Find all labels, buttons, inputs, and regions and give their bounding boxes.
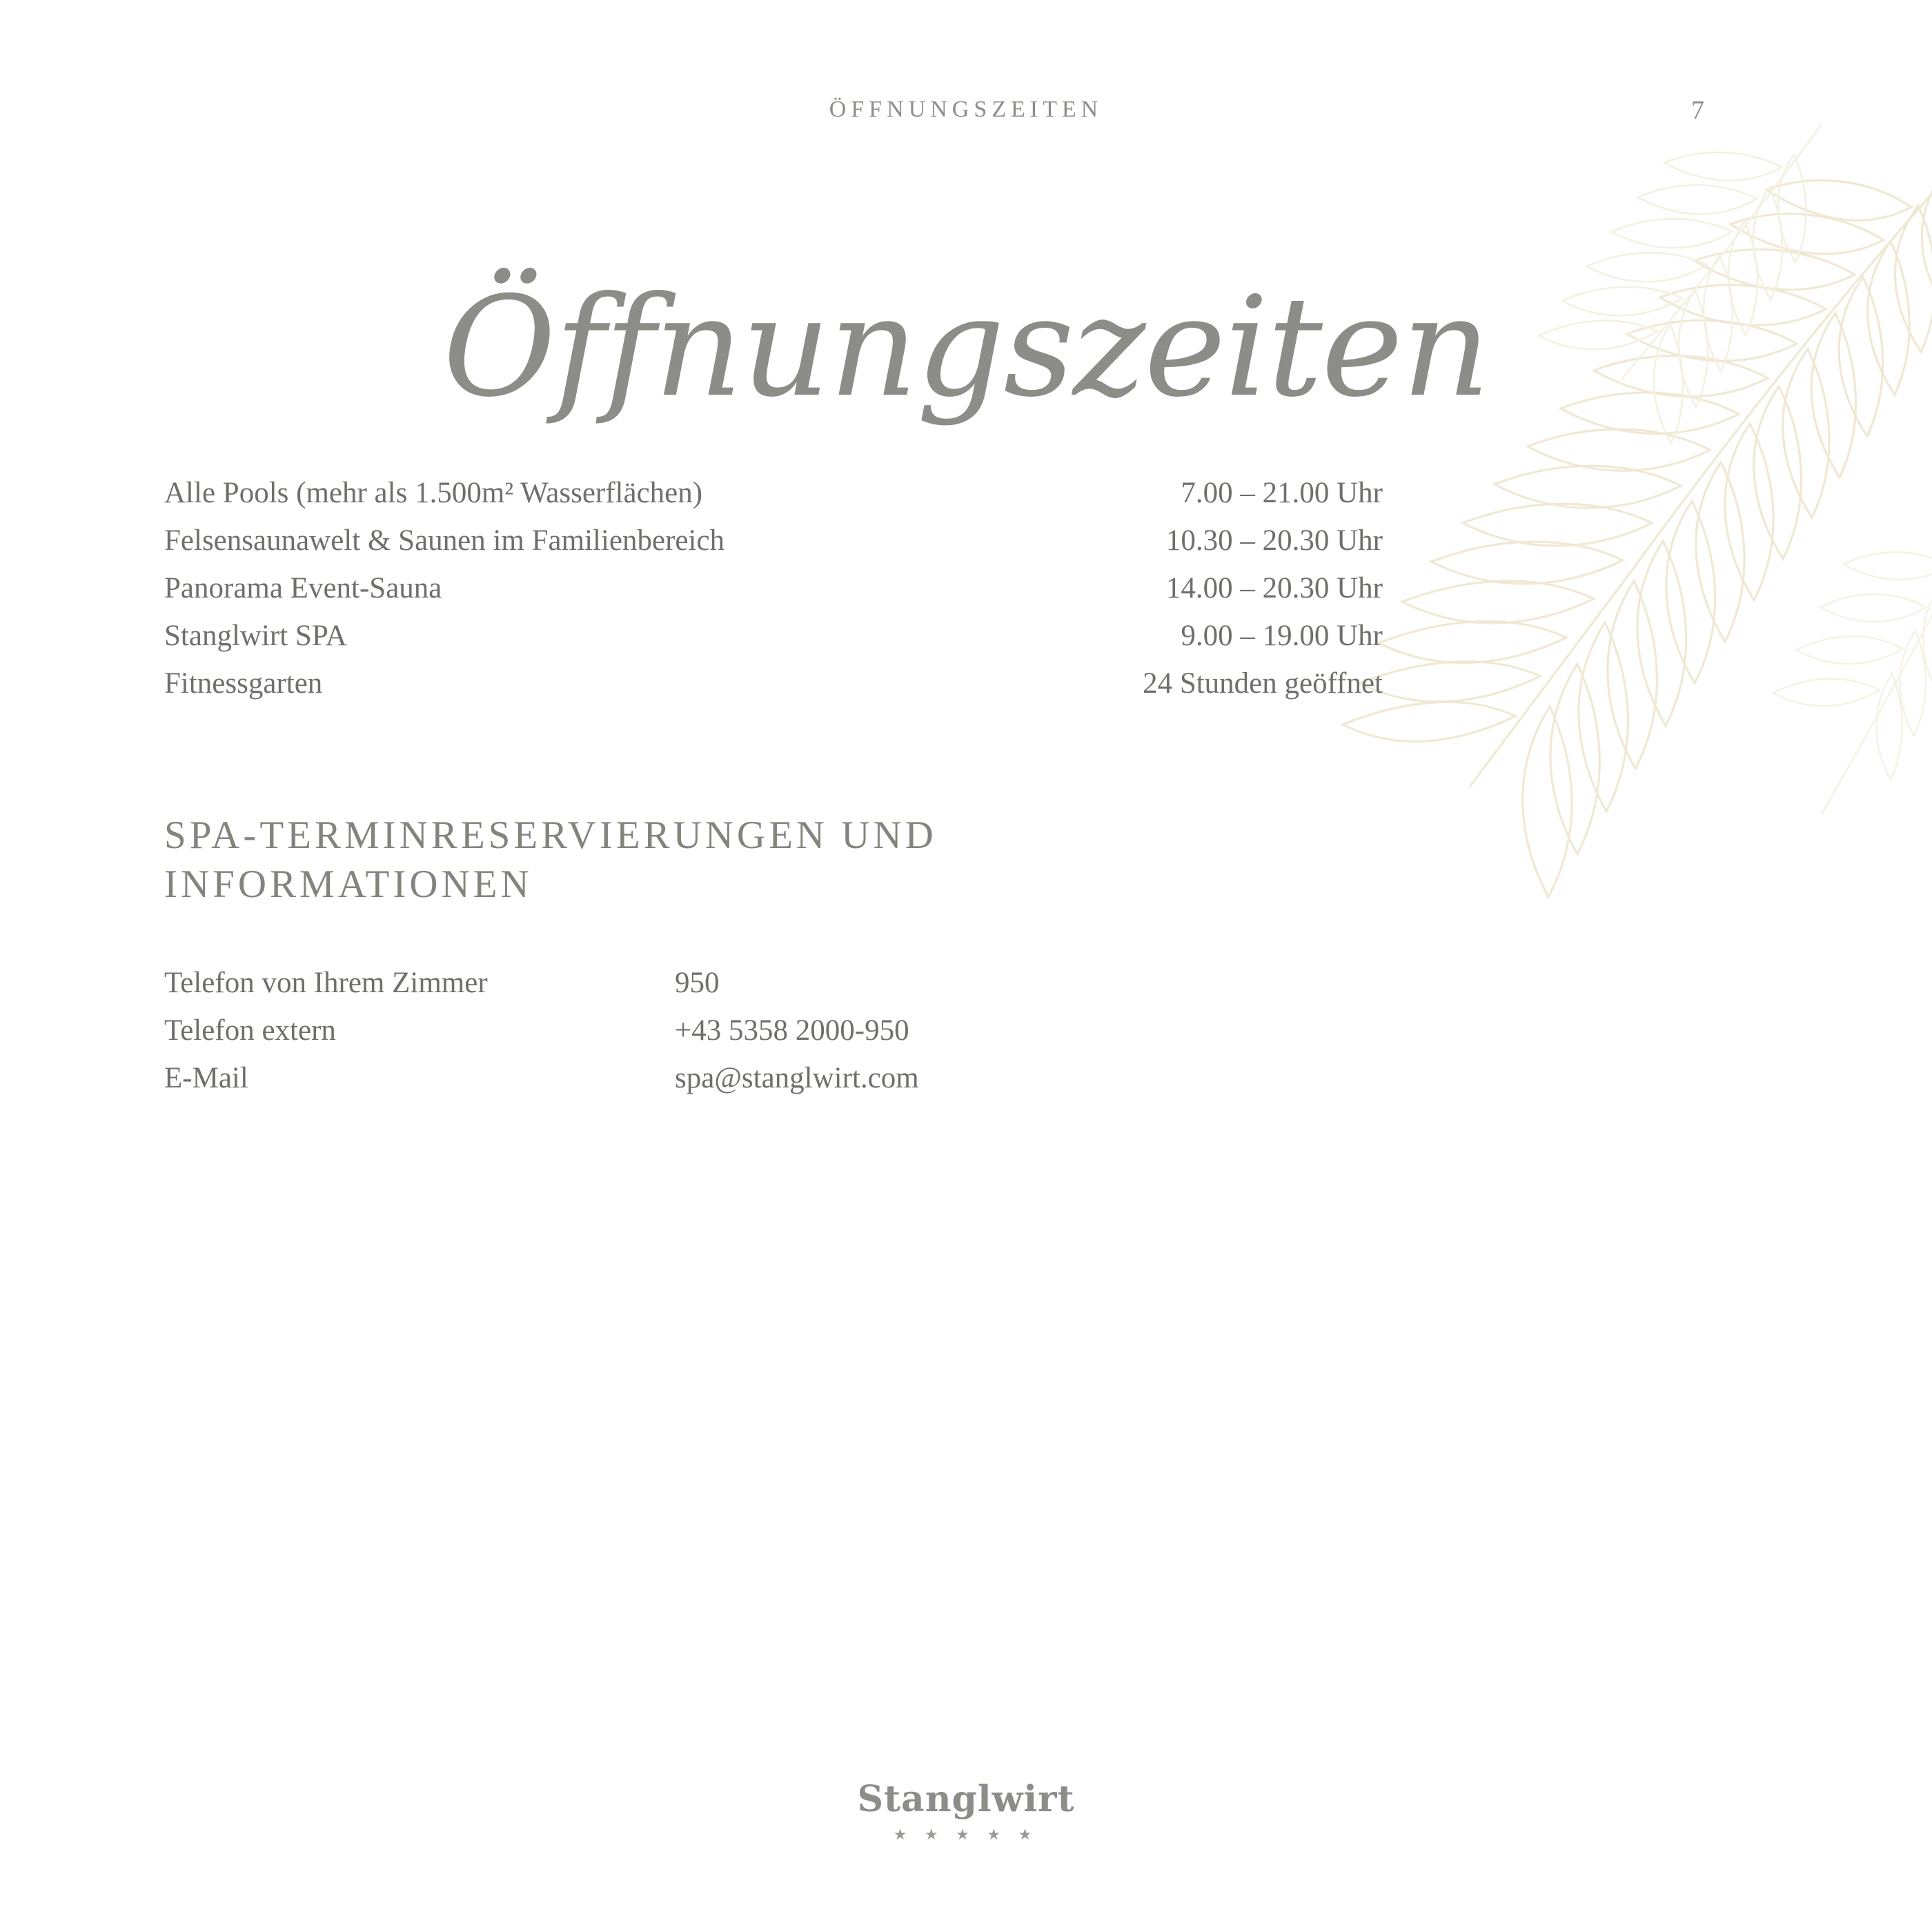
hours-label: Felsensaunawelt & Saunen im Familienbereich xyxy=(164,524,725,557)
star-rating-icon: ★ ★ ★ ★ ★ xyxy=(893,1826,1039,1843)
hours-value: 24 Stunden geöffnet xyxy=(1143,667,1383,700)
table-row xyxy=(164,966,1199,1014)
table-row xyxy=(164,476,1399,524)
section-heading-line-1: SPA-TERMINRESERVIERUNGEN UND xyxy=(164,814,937,857)
page-number: 7 xyxy=(1691,96,1704,125)
hours-label: Panorama Event-Sauna xyxy=(164,572,442,604)
opening-hours-table xyxy=(164,476,1399,714)
hours-label: Alle Pools (mehr als 1.500m² Wasserflächen) xyxy=(164,477,703,509)
contact-value-email: spa@stanglwirt.com xyxy=(675,1062,919,1094)
contact-value: 950 xyxy=(675,967,720,999)
contact-label: E-Mail xyxy=(164,1062,248,1094)
hours-label: Fitnessgarten xyxy=(164,667,323,700)
page-title: Öffnungszeiten xyxy=(442,267,1490,428)
hours-value: 14.00 – 20.30 Uhr xyxy=(1165,572,1383,604)
hours-value: 7.00 – 21.00 Uhr xyxy=(1181,477,1383,509)
hours-label: Stanglwirt SPA xyxy=(164,620,347,652)
hours-value: 9.00 – 19.00 Uhr xyxy=(1181,620,1383,652)
contact-label: Telefon extern xyxy=(164,1014,336,1047)
brand-wordmark: Stanglwirt xyxy=(857,1778,1075,1820)
table-row xyxy=(164,667,1399,714)
footer-logo xyxy=(0,1778,1932,1844)
contact-table xyxy=(164,966,1199,1109)
table-row xyxy=(164,571,1399,619)
hours-value: 10.30 – 20.30 Uhr xyxy=(1165,524,1383,557)
table-row xyxy=(164,1061,1199,1109)
running-head: ÖFFNUNGSZEITEN xyxy=(829,97,1103,122)
section-heading xyxy=(164,811,1406,909)
table-row xyxy=(164,1014,1199,1061)
table-row xyxy=(164,619,1399,667)
contact-value: +43 5358 2000-950 xyxy=(675,1014,909,1047)
contact-label: Telefon von Ihrem Zimmer xyxy=(164,967,488,999)
table-row xyxy=(164,524,1399,571)
section-heading-line-2: INFORMATIONEN xyxy=(164,862,533,907)
